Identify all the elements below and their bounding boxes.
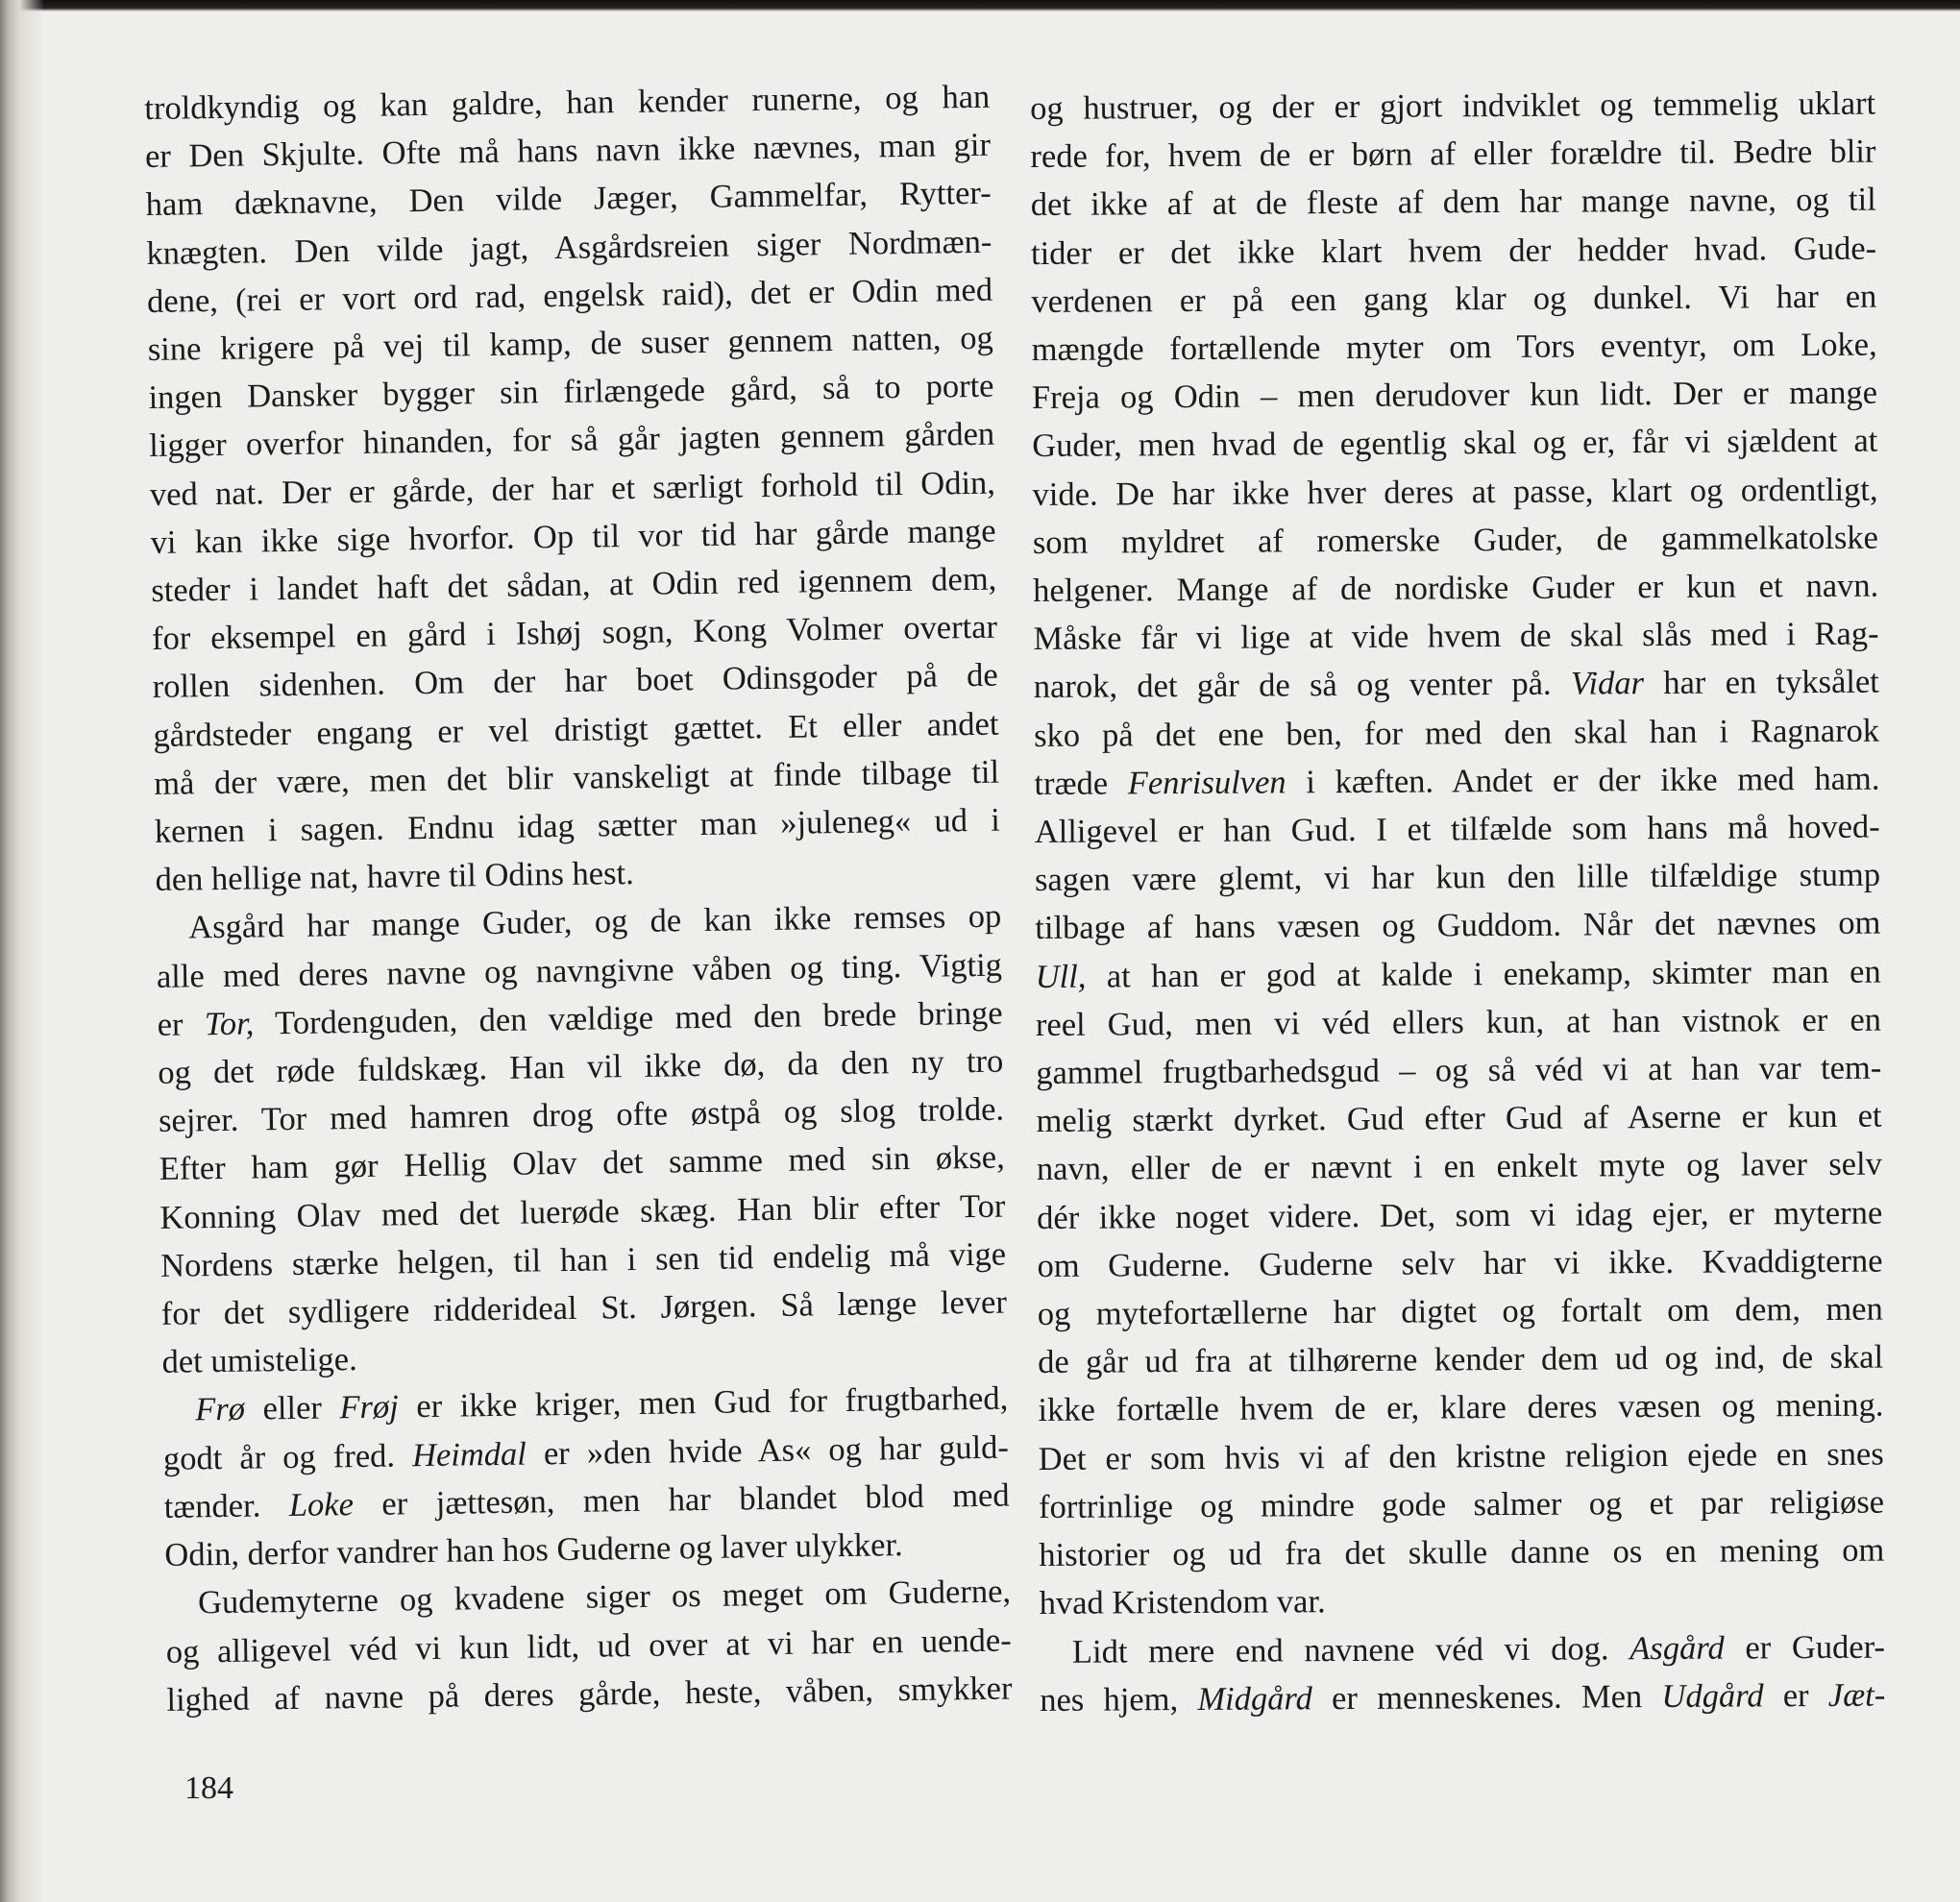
text-segment: og hustruer, og der er gjort indviklet og temmelig uklart [1030,85,1876,127]
italic-text: Frøj [339,1388,400,1426]
text-segment: er Den Skjulte. Ofte må hans navn ikke nævnes, man gir [144,126,992,176]
text-segment: Efter ham gør Hellig Olav det samme med sin økse, [159,1139,1005,1188]
text-segment: gårdsteder engang er vel dristigt gættet. Et eller andet [153,705,999,754]
text-segment: knægten. Den vilde jagt, Asgårdsreien siger Nordmæn- [146,223,992,272]
right_column-line [1039,1477,1884,1531]
text-segment: ham dæknavne, Den vilde Jæger, Gammelfar, Rytter- [145,175,992,224]
text-segment: den hellige nat, havre til Odins hest. [155,855,634,899]
text-segment: Konning Olav med det luerøde skæg. Han blir efter Tor [159,1187,1006,1236]
text-segment: hvad Kristendom var. [1039,1583,1326,1622]
text-segment: alle med deres navne og navngivne våben og ting. Vigtig [156,946,1003,995]
right_column-line [1038,1285,1883,1339]
text-segment: vide. De har ikke hver deres at passe, klart og ordentligt, [1032,471,1878,513]
text-segment: narok, det går de så og venter på. [1033,666,1572,706]
text-segment: reel Gud, men vi véd ellers kun, at han vistnok er en [1035,1001,1882,1043]
right_column-line [1036,947,1881,1001]
italic-text: Ull, [1035,958,1087,995]
text-segment: for eksempel en gård i Ishøj sogn, Kong Volmer overtar [151,608,998,658]
text-segment: Odin, derfor vandrer han hos Guderne og laver ulykker. [164,1526,903,1573]
text-segment: dér ikke noget videre. Det, som vi idag ejer, er myterne [1037,1194,1883,1236]
text-segment: og mytefortællerne har digtet og fortalt om dem, men [1037,1290,1883,1333]
right_column-line [1034,706,1879,760]
right-text-column [1030,80,1885,1724]
right_column-line [1032,465,1877,519]
text-segment: sine krigere på vej til kamp, de suser gennem natten, og [147,319,994,368]
right_column-line [1040,1574,1885,1628]
right_column-line [1033,562,1878,616]
text-segment: at han er god at kalde i enekamp, skimter man en [1086,953,1881,995]
text-segment: troldkyndig og kan galdre, han kender runerne, og han [144,78,991,127]
right_column-line [1037,1188,1882,1242]
right_column-line [1039,1429,1884,1483]
text-segment: ved nat. Der er gårde, der har et særligt forhold til Odin, [149,464,996,513]
text-segment: eller [244,1389,340,1428]
text-segment: må der være, men det blir vanskeligt at finde tilbage til [153,753,1000,802]
text-segment: Lidt mere end navnene véd vi dog. [1071,1629,1630,1670]
italic-text: Fenrisulven [1127,764,1286,802]
italic-text: Loke [288,1485,355,1524]
right_column-line [1030,128,1875,182]
text-segment: for det sydligere ridderideal St. Jørgen. Så længe lever [160,1283,1008,1332]
right_column-line [1040,1622,1885,1676]
italic-text: Heimdal [411,1435,527,1474]
text-segment: dene, (rei er vort ord rad, engelsk raid), det er Odin med [146,271,993,320]
text-segment: Gudemyterne og kvadene siger os meget om Guderne, [197,1573,1012,1622]
text-segment: og alligevel véd vi kun lidt, ud over at vi har en uende- [165,1622,1012,1670]
text-segment: tider er det ikke klart hvem der hedder hvad. Gude- [1030,230,1877,272]
text-segment: Asgård har mange Guder, og de kan ikke remses op [187,898,1002,946]
text-segment: kernen i sagen. Endnu idag sætter man »juleneg« ud i [154,801,1001,850]
italic-text: Midgård [1197,1679,1312,1718]
text-segment: ligger overfor hinanden, for så går jagten gennem gården [148,416,995,465]
text-segment: det ikke af at de fleste af dem har mange navne, og til [1030,182,1876,224]
text-segment: tænder. [163,1486,290,1525]
right_column-line [1033,610,1878,664]
text-segment: Det er som hvis vi af den kristne religion ejede en snes [1038,1435,1884,1477]
text-segment: vi kan ikke sige hvorfor. Op til vor tid har gårde mange [150,512,996,561]
right_column-line [1037,1140,1882,1194]
text-segment: er ikke kriger, men Gud for frugtbarhed, [398,1380,1009,1426]
text-segment: sagen være glemt, vi har kun den lille tilfældige stump [1034,856,1881,899]
text-segment: ingen Dansker bygger sin firlængede gård, så to porte [148,367,994,417]
text-segment: er [1763,1676,1828,1715]
text-segment: det umistelige. [161,1341,357,1381]
right_column-line [1038,1333,1883,1387]
text-segment: er [157,1006,206,1043]
text-segment: Alligevel er han Gud. I et tilfælde som hans må hoved- [1034,808,1880,851]
right_column-line [1034,658,1879,712]
right_column-line [1032,321,1877,375]
right_column-line [1033,513,1878,567]
italic-text: Frø [195,1391,246,1428]
right_column-line [1034,754,1879,808]
text-segment: tilbage af hans væsen og Guddom. Når det nævnes om [1035,905,1881,947]
text-segment: rede for, hvem de er børn af eller forældre til. Bedre blir [1030,133,1876,176]
text-segment: rollen sidenhen. Om der har boet Odinsgoder på de [152,657,998,706]
text-segment: ikke fortælle hvem de er, klare deres væsen og mening. [1038,1387,1884,1429]
text-segment: verdenen er på een gang klar og dunkel. Vi har en [1031,278,1877,320]
text-segment: mængde fortællende myter om Tors eventyr, om Loke, [1031,326,1877,369]
right_column-line [1036,1092,1881,1146]
text-segment: er »den hvide As« og har guld- [526,1428,1010,1473]
right_column-line [1035,851,1880,905]
italic-text: Tor, [204,1005,255,1043]
text-segment: navn, eller de er nævnt i en enkelt myte og laver selv [1036,1146,1882,1188]
right_column-line [1039,1526,1884,1580]
right_column-line [1032,369,1877,423]
text-segment: træde [1034,765,1128,802]
text-segment: er Guder- [1724,1628,1886,1667]
text-segment: sejrer. Tor med hamren drog ofte østpå og slog trolde. [158,1090,1005,1140]
italic-text: Udgård [1661,1677,1764,1715]
text-segment: Måske får vi lige at vide hvem de skal slås med i Rag- [1033,615,1879,658]
right_column-line [1038,1381,1883,1435]
text-segment: Tordenguden, den vældige med den brede bringe [254,994,1003,1042]
text-segment: helgener. Mange af de nordiske Guder er kun et navn. [1033,567,1879,610]
italic-text: Jæt- [1827,1676,1886,1714]
text-segment: nes hjem, [1040,1680,1198,1719]
text-segment: fortrinlige og mindre gode salmer og et par religiøse [1038,1483,1885,1525]
right_column-line [1040,1670,1885,1724]
right_column-line [1036,995,1881,1049]
text-segment: historier og ud fra det skulle danne os en mening om [1039,1531,1885,1574]
text-segment: lighed af navne på deres gårde, heste, våben, smykker [166,1670,1013,1719]
right_column-line [1031,272,1876,326]
text-segment: har en tyksålet [1643,664,1879,702]
text-segment: om Guderne. Guderne selv har vi ikke. Kvaddigterne [1037,1242,1883,1284]
text-segment: i kæften. Andet er der ikke med ham. [1286,760,1880,801]
text-segment: Freja og Odin – men derudover kun lidt. Der er mange [1031,374,1878,417]
text-segment: de går ud fra at tilhørerne kender dem ud og ind, de skal [1038,1338,1884,1381]
right_column-line [1030,80,1875,134]
right_column-line [1036,1044,1881,1098]
text-segment: er menneskenes. Men [1311,1677,1662,1717]
text-segment: steder i landet haft det sådan, at Odin red igennem dem, [151,560,997,609]
text-segment: godt år og fred. [162,1436,413,1477]
text-segment: Guder, men hvad de egentlig skal og er, får vi sjældent at [1032,423,1878,465]
right_column-line [1031,224,1876,278]
right_column-line [1035,899,1880,953]
text-segment: er jættesøn, men har blandet blod med [353,1476,1010,1523]
italic-text: Vidar [1570,665,1645,703]
right_column-line [1035,803,1880,857]
text-segment: og det røde fuldskæg. Han vil ikke dø, da den ny tro [158,1042,1004,1091]
text-segment: melig stærkt dyrket. Gud efter Gud af Aserne er kun et [1036,1097,1882,1140]
left-text-column [144,73,1013,1724]
right_column-line [1031,176,1876,230]
right_column-line [1032,417,1877,471]
text-segment: Nordens stærke helgen, til han i sen tid endelig må vige [159,1235,1007,1284]
right_column-line [1037,1236,1882,1290]
text-segment: som myldret af romerske Guder, de gammelkatolske [1032,519,1879,561]
text-segment: sko på det ene ben, for med den skal han i Ragnarok [1034,712,1880,754]
page-number: 184 [184,1770,233,1806]
italic-text: Asgård [1629,1629,1725,1667]
text-segment: gammel frugtbarhedsgud – og så véd vi at han var tem- [1036,1049,1882,1092]
